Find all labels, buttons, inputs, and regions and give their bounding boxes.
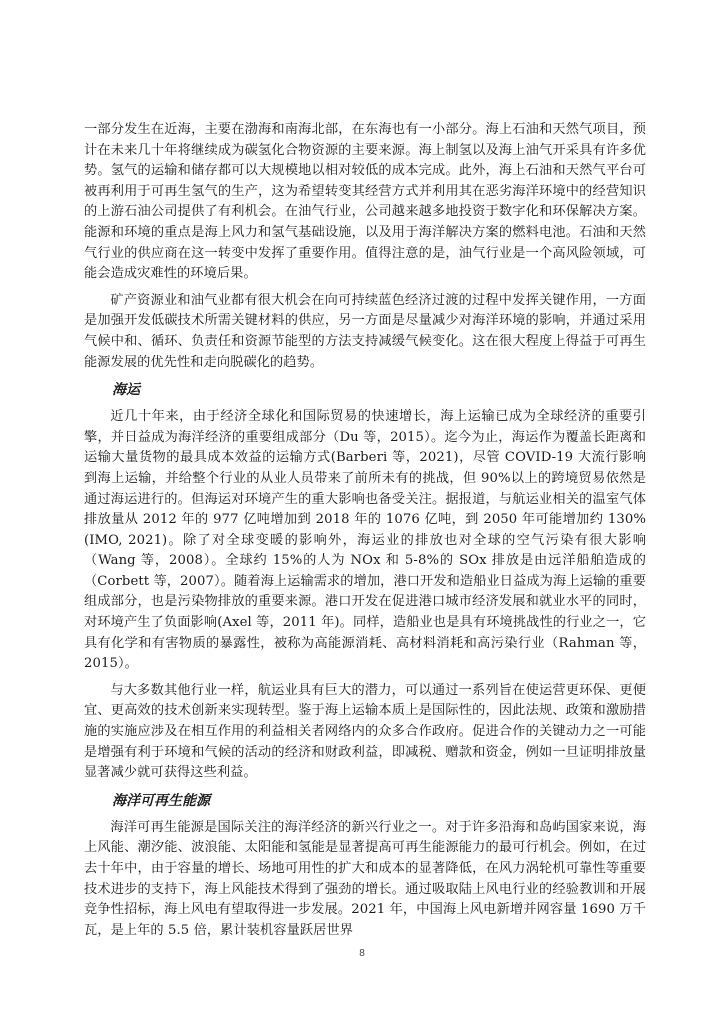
page-number: 8: [359, 948, 365, 959]
paragraph-marine-renewable-1: 海洋可再生能源是国际关注的海洋经济的新兴行业之一。对于许多沿海和岛屿国家来说，海上风能、潮汐能、波浪能、太阳能和氢能是显著提高可再生能源能力的最可行机会。例如，在过去十年中，由于容量的增长、场地可用性的扩大和成本的显著降低，在风力涡轮机可靠性等重要技术进步的支持下，海上风能技术得到了强劲的增长。通过吸取陆上风电行业的经验教训和开展竞争性招标，海上风电有望取得进一步发展。2021 年，中国海上风电新增并网容量 1690 万千瓦，是上年的 5.5 倍，累计装机容量跃居世界: [84, 819, 646, 938]
section-heading-marine-renewable: 海洋可再生能源: [112, 792, 210, 809]
paragraph-mineral-resources: 矿产资源业和油气业都有很大机会在向可持续蓝色经济过渡的过程中发挥关键作用，一方面是加强开发低碳技术所需关键材料的供应，另一方面是尽量减少对海洋环境的影响，并通过采用气候中和、循环、负责任和资源节能型的方法支持减缓气候变化。这在很大程度上得益于可再生能源发展的优先性和走向脱碳化的趋势。: [84, 292, 646, 370]
paragraph-offshore-oil-gas: 一部分发生在近海，主要在渤海和南海北部，在东海也有一小部分。海上石油和天然气项目，预计在未来几十年将继续成为碳氢化合物资源的主要来源。海上制氢以及海上油气开采具有许多优势。氢气的运输和储存都可以大规模地以相对较低的成本完成。此外，海上石油和天然气平台可被再利用于可再生氢气的生产，这为希望转变其经营方式并利用其在恶劣海洋环境中的经营知识的上游石油公司提供了有利机会。在油气行业，公司越来越多地投资于数字化和环保解决方案。能源和环境的重点是海上风力和氢气基础设施，以及用于海洋解决方案的燃料电池。石油和天然气行业的供应商在这一转变中发挥了重要作用。值得注意的是，油气行业是一个高风险领域，可能会造成灾难性的环境后果。: [84, 122, 646, 282]
document-page: [84, 120, 646, 947]
section-heading-shipping: 海运: [112, 382, 140, 399]
paragraph-shipping-1: 近几十年来，由于经济全球化和国际贸易的快速增长，海上运输已成为全球经济的重要引擎，并日益成为海洋经济的重要组成部分（Du 等，2015）。迄今为止，海运作为覆盖长距离和运输大量货物的最具成本效益的运输方式(Barberi 等，2021)，尽管 COVID-19 大流行影响到海上运输，并给整个行业的从业人员带来了前所未有的挑战，但 90%以上的跨境贸易依然是通过海运进行的。但海运对环境产生的重大影响也备受关注。据报道，与航运业相关的温室气体排放量从 2012 年的 977 亿吨增加到 2018 年的 1076 亿吨，到 2050 年可能增加约 130% (IMO, 2021)。除了对全球变暖的影响外，海运业的排放也对全球的空气污染有很大影响（Wang 等，2008）。全球约 15%的人为 NOx 和 5-8%的 SOx 排放是由远洋船舶造成的（Corbett 等，2007）。随着海上运输需求的增加，港口开发和造船业日益成为海上运输的重要组成部分，也是污染物排放的重要来源。港口开发在促进港口城市经济发展和就业水平的同时，对环境产生了负面影响(Axel 等，2011 年)。同样，造船业也是具有环境挑战性的行业之一，它具有化学和有害物质的暴露性，被称为高能源消耗、高材料消耗和高污染行业（Rahman 等，2015）。: [84, 409, 646, 672]
paragraph-shipping-2: 与大多数其他行业一样，航运业具有巨大的潜力，可以通过一系列旨在使运营更环保、更便宜、更高效的技术创新来实现转型。鉴于海上运输本质上是国际性的，因此法规、政策和激励措施的实施应涉及在相互作用的利益相关者网络内的众多合作政府。促进合作的关键动力之一可能是增强有利于环境和气候的活动的经济和财政利益，即减税、赠款和资金，例如一旦证明排放量显著减少就可获得这些利益。: [84, 682, 646, 781]
